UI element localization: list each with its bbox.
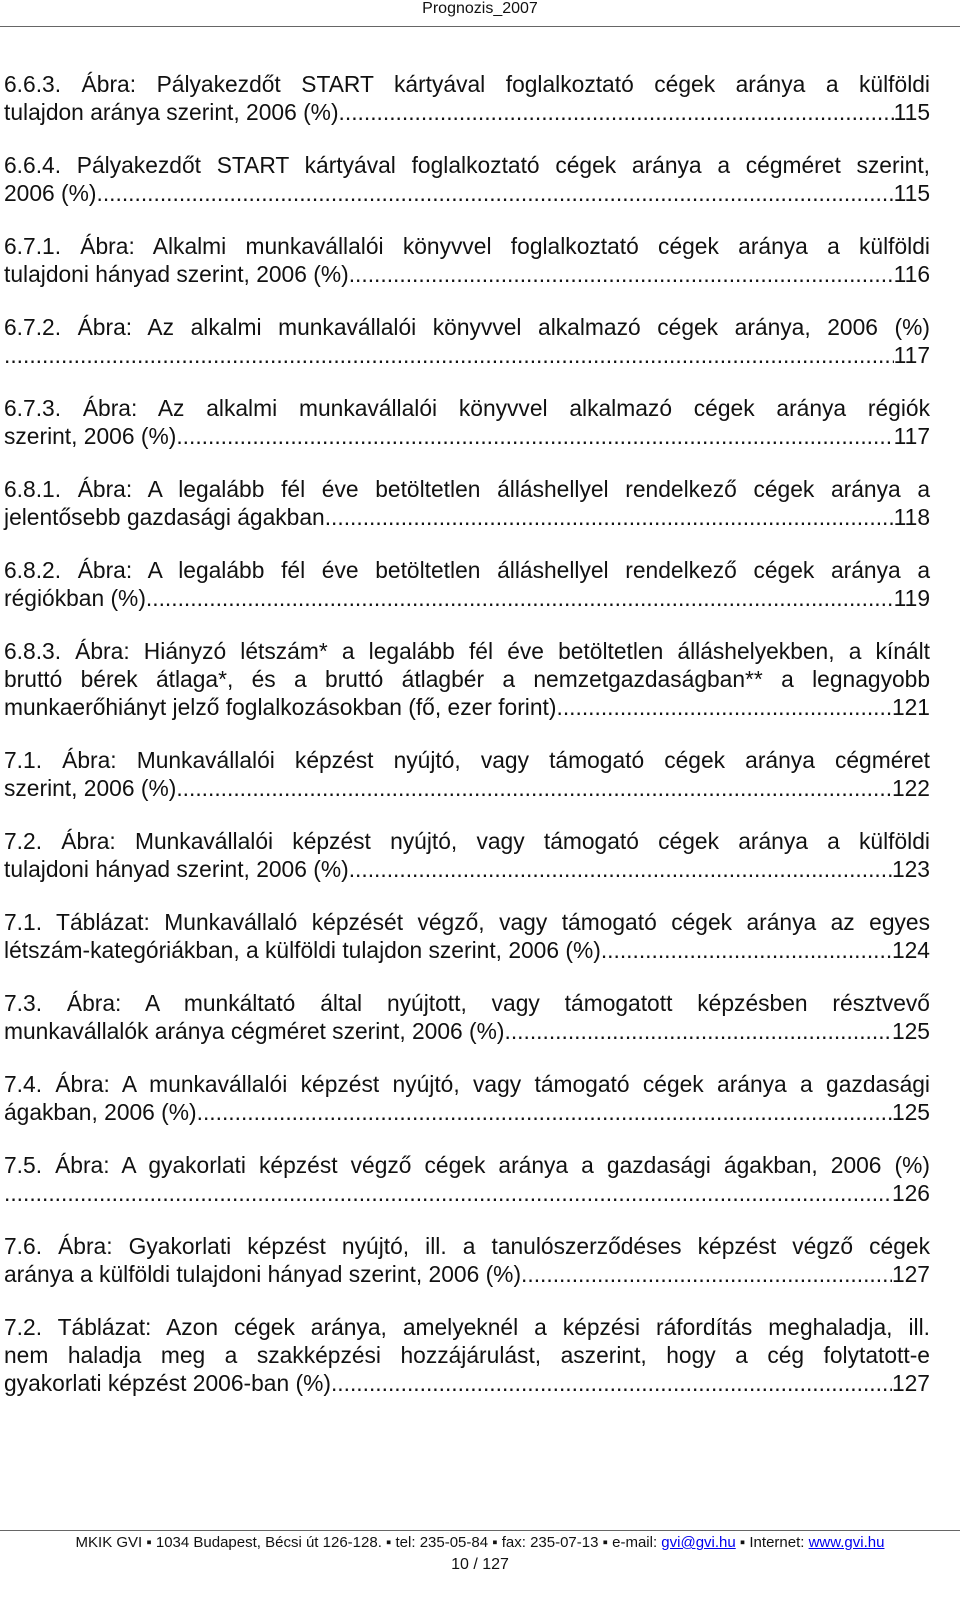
footer-divider: [0, 1530, 960, 1531]
toc-entry[interactable]: [4, 1232, 930, 1288]
toc-entry-page: 122: [891, 775, 930, 801]
dot-leader: [176, 422, 893, 450]
dot-leader: [349, 855, 892, 883]
toc-entry-title-line: nem haladja meg a szakképzési hozzájárulást, aszerint, hogy a cég folytatott-e: [4, 1342, 930, 1368]
website-link[interactable]: www.gvi.hu: [808, 1534, 885, 1551]
toc-entry-title-end: régiókban (%): [4, 585, 146, 611]
toc-entry-leader-line: [4, 260, 930, 288]
toc-entry[interactable]: [4, 637, 930, 721]
toc-entry-page: 118: [893, 504, 930, 530]
toc-entry-title-line: 7.4. Ábra: A munkavállalói képzést nyújtó, vagy támogató cégek aránya a gazdasági: [4, 1071, 930, 1097]
toc-entry-title-line: 6.6.3. Ábra: Pályakezdőt START kártyával foglalkoztató cégek aránya a külföldi: [4, 71, 930, 97]
toc-entry-title-line: 7.6. Ábra: Gyakorlati képzést nyújtó, ill. a tanulószerződéses képzést végző cégek: [4, 1233, 930, 1259]
dot-leader: [601, 936, 892, 964]
toc-entry-title-end: létszám-kategóriákban, a külföldi tulajdon szerint, 2006 (%): [4, 937, 601, 963]
toc-entry[interactable]: [4, 556, 930, 612]
footer-internet-label: ▪ Internet:: [735, 1534, 809, 1551]
toc-entry-page: 127: [891, 1261, 930, 1287]
toc-entry-title-line: 6.6.4. Pályakezdőt START kártyával foglalkoztató cégek aránya a cégméret szerint,: [4, 152, 930, 178]
toc-entry-title-line: 6.8.3. Ábra: Hiányzó létszám* a legalább fél éve betöltetlen álláshelyekben, a kínált: [4, 638, 930, 664]
toc-entry-title-line: 7.2. Táblázat: Azon cégek aránya, amelyeknél a képzési ráfordítás meghaladja, ill.: [4, 1314, 930, 1340]
toc-entry-title-end: aránya a külföldi tulajdoni hányad szerint, 2006 (%): [4, 1261, 522, 1287]
toc-entry-title-line: 6.7.1. Ábra: Alkalmi munkavállalói könyvvel foglalkoztató cégek aránya a külföldi: [4, 233, 930, 259]
toc-entry-page: 121: [891, 694, 930, 720]
toc-entry-leader-line: [4, 936, 930, 964]
toc-entry[interactable]: [4, 908, 930, 964]
toc-entry-leader-line: [4, 774, 930, 802]
dot-leader: [176, 774, 892, 802]
toc-entry[interactable]: [4, 827, 930, 883]
footer: [0, 1533, 960, 1552]
toc-entry-title-end: szerint, 2006 (%): [4, 775, 177, 801]
toc-entry-title-line: bruttó bérek átlaga*, és a bruttó átlagbér a nemzetgazdaságban** a legnagyobb: [4, 666, 930, 692]
page-number: 10 / 127: [451, 1556, 509, 1573]
toc-entry-page: 125: [891, 1018, 930, 1044]
toc-entry-page: 126: [891, 1180, 930, 1206]
dot-leader: [331, 1369, 892, 1397]
dot-leader: [146, 584, 894, 612]
toc-entry-leader-line: [4, 98, 930, 126]
dot-leader: [556, 693, 891, 721]
toc-entry-leader-line: [4, 422, 930, 450]
toc-entry-title-line: 6.8.1. Ábra: A legalább fél éve betöltetlen álláshellyel rendelkező cégek aránya a: [4, 476, 930, 502]
toc-entry[interactable]: [4, 70, 930, 126]
toc-entry-page: 116: [893, 261, 930, 287]
toc-entry-leader-line: [4, 1179, 930, 1207]
toc-entry[interactable]: [4, 313, 930, 369]
toc-entry-title-line: 7.1. Táblázat: Munkavállaló képzését végző, vagy támogató cégek aránya az egyes: [4, 909, 930, 935]
toc-entry-leader-line: [4, 179, 930, 207]
toc-entry[interactable]: [4, 746, 930, 802]
toc-entry-page: 117: [893, 423, 930, 449]
toc-entry-page: 119: [893, 585, 930, 611]
toc-entry[interactable]: [4, 1151, 930, 1207]
toc-entry-leader-line: [4, 1098, 930, 1126]
toc-entry[interactable]: [4, 989, 930, 1045]
email-link[interactable]: gvi@gvi.hu: [661, 1534, 736, 1551]
toc-entry[interactable]: [4, 232, 930, 288]
toc-entry-title-line: 6.7.3. Ábra: Az alkalmi munkavállalói könyvvel alkalmazó cégek aránya régiók: [4, 395, 930, 421]
dot-leader: [4, 341, 894, 369]
toc-entry-title-end: jelentősebb gazdasági ágakban: [4, 504, 325, 530]
dot-leader: [521, 1260, 892, 1288]
toc-entry-leader-line: [4, 341, 930, 369]
toc-entry-title-line: 7.2. Ábra: Munkavállalói képzést nyújtó, vagy támogató cégek aránya a külföldi: [4, 828, 930, 854]
toc-entry-leader-line: [4, 1369, 930, 1397]
dot-leader: [505, 1017, 892, 1045]
toc-entry-leader-line: [4, 1017, 930, 1045]
toc-entry-title-line: 6.8.2. Ábra: A legalább fél éve betöltetlen álláshellyel rendelkező cégek aránya a: [4, 557, 930, 583]
toc-entry-leader-line: [4, 584, 930, 612]
dot-leader: [325, 503, 894, 531]
toc-entry-title-line: 7.1. Ábra: Munkavállalói képzést nyújtó, vagy támogató cégek aránya cégméret: [4, 747, 930, 773]
toc-entry[interactable]: [4, 1070, 930, 1126]
toc-entry-page: 117: [893, 342, 930, 368]
running-header: Prognozis_2007: [422, 0, 538, 17]
toc-entry-leader-line: [4, 1260, 930, 1288]
toc-entry-title-end: szerint, 2006 (%): [4, 423, 177, 449]
toc-entry-title-line: 7.3. Ábra: A munkáltató által nyújtott, vagy támogatott képzésben résztvevő: [4, 990, 930, 1016]
toc-entry-title-end: gyakorlati képzést 2006-ban (%): [4, 1370, 331, 1396]
toc-entry[interactable]: [4, 475, 930, 531]
toc-entry[interactable]: [4, 151, 930, 207]
footer-address: MKIK GVI ▪ 1034 Budapest, Bécsi út 126-128. ▪ tel: 235-05-84 ▪ fax: 235-07-13 ▪ e-mail:: [75, 1534, 662, 1551]
toc-entry-title-line: 7.5. Ábra: A gyakorlati képzést végző cégek aránya a gazdasági ágakban, 2006 (%): [4, 1152, 930, 1178]
toc-entry-leader-line: [4, 503, 930, 531]
dot-leader: [349, 260, 894, 288]
toc-entry-title-end: ágakban, 2006 (%): [4, 1099, 197, 1125]
toc-entry-leader-line: [4, 693, 930, 721]
toc-entry-title-end: 2006 (%): [4, 180, 97, 206]
toc-entry-title-end: tulajdon aránya szerint, 2006 (%).: [4, 99, 345, 125]
dot-leader: [345, 98, 894, 126]
toc-entry-title-end: tulajdoni hányad szerint, 2006 (%): [4, 261, 349, 287]
toc-entry-title-end: munkavállalók aránya cégméret szerint, 2006 (%): [4, 1018, 505, 1044]
toc-entry-page: 115: [893, 99, 930, 125]
toc-entry[interactable]: [4, 1313, 930, 1397]
toc-entry-title-line: 6.7.2. Ábra: Az alkalmi munkavállalói könyvvel alkalmazó cégek aránya, 2006 (%): [4, 314, 930, 340]
toc-entry-page: 125: [891, 1099, 930, 1125]
header-divider: [0, 26, 960, 27]
toc-entry-page: 124: [891, 937, 930, 963]
toc-entry[interactable]: [4, 394, 930, 450]
toc-entry-leader-line: [4, 855, 930, 883]
toc-entry-title-end: tulajdoni hányad szerint, 2006 (%): [4, 856, 349, 882]
dot-leader: [97, 179, 894, 207]
toc-entry-page: 115: [893, 180, 930, 206]
toc-entry-title-end: munkaerőhiányt jelző foglalkozásokban (fő, ezer forint): [4, 694, 557, 720]
dot-leader: [4, 1179, 892, 1207]
toc-entry-page: 123: [891, 856, 930, 882]
toc-entry-page: 127: [891, 1370, 930, 1396]
dot-leader: [197, 1098, 892, 1126]
